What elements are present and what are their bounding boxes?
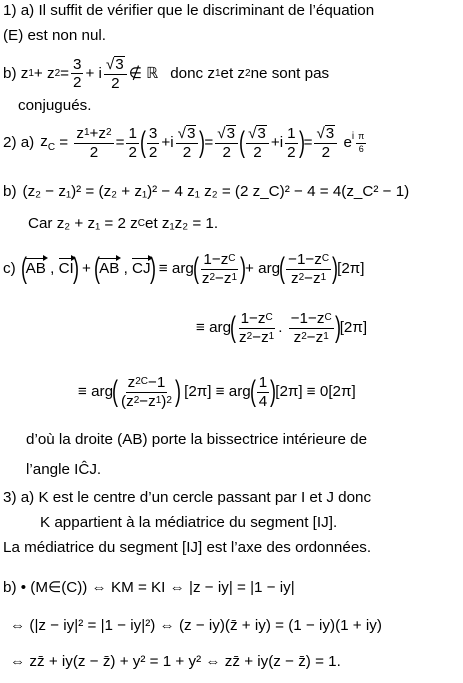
line-2b-car: Car z₂ + z₁ = 2 z C et z₁z₂ = 1. (28, 215, 219, 232)
line-3b-1: b) • (M∈(C)) ⇔ KM = KI ⇔ |z − iy| = |1 − iy| (3, 579, 295, 596)
line-3a-cont: K appartient à la médiatrice du segment [IJ]. (40, 514, 338, 531)
line-2c-1: c) ( AB , CI ) + ( AB , CJ ) ≡ arg ( 1−z C z 2 −z 1 ) + arg ( −1−z C z 2 −z 1 ) [2π] (3, 250, 365, 287)
line-3b-3: ⇔ zz̄ + iy(z − z̄) + y² = 1 + y² ⇔ zz̄ + iy(z − z̄) = 1. (10, 653, 341, 670)
line-2a: 2) a) $z_C$ = z 1 +z 2 2 = $\frac{1}{2}$ ( $\frac{3}{2}$ +i √ 3 2 ) = √ 3 2 ( √ 3 2 +i $\frac{1}{2}$ ) = √ 3 2 e i $\frac{\pi}{6}$ (3, 124, 365, 161)
line-1b: b) z 1 + z 2 = $\frac{3}{2}$ + i √ 3 2 ∉ ℝ donc z 1 et z 2 ne sont pas (3, 55, 330, 92)
line-2c-3: ≡ arg ( z 2 C −1 (z 2 −z 1 ) 2 ) [2π] ≡ arg ( $\frac{1}{4}$ ) [2π] ≡ 0[2π] (78, 373, 356, 410)
line-3a-mediatrice: La médiatrice du segment [IJ] est l’axe des ordonnées. (3, 539, 372, 556)
line-1a: 1) a) Il suffit de vérifier que le discriminant de l’équation (3, 2, 375, 19)
line-1a-cont: (E) est non nul. (3, 27, 106, 44)
line-1b-cont: conjugués. (18, 97, 92, 114)
line-2b: b) (z₂ − z₁)² = (z₂ + z₁)² − 4 z₁ z₂ = (2 z_C)² − 4 = 4(z_C² − 1) (3, 183, 410, 200)
line-3b-2: ⇔ (|z − iy|² = |1 − iy|²) ⇔ (z − iy)(z̄ + iy) = (1 − iy)(1 + iy) (10, 617, 382, 634)
line-2c-2: ≡ arg ( 1−z C z 2 −z 1 . −1−z C z 2 −z 1 ) [2π] (196, 309, 368, 346)
line-2c-conclusion-cont: l’angle IĈJ. (26, 461, 102, 478)
line-2c-conclusion: d’où la droite (AB) porte la bissectrice intérieure de (26, 431, 368, 448)
line-3a: 3) a) K est le centre d’un cercle passant par I et J donc (3, 489, 372, 506)
